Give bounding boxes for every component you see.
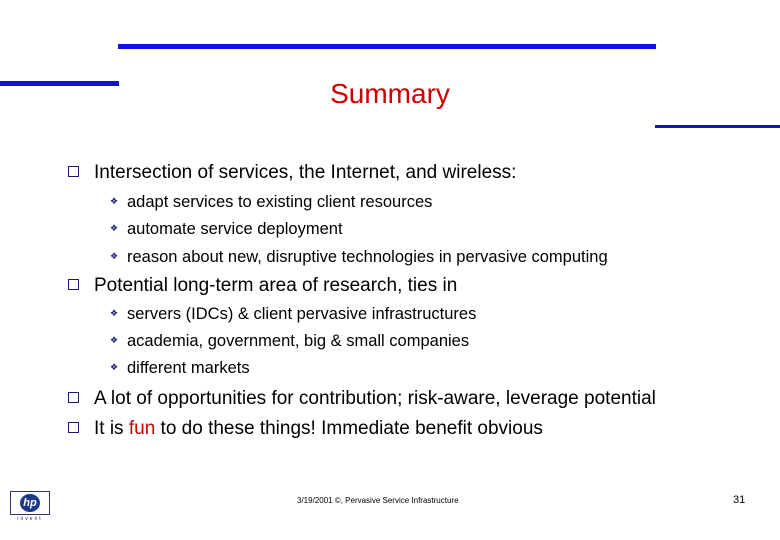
logo-tagline: invent: [17, 516, 43, 522]
subbullet-text: automate service deployment: [127, 220, 343, 238]
page-number: 31: [733, 494, 746, 506]
diamond-bullet-icon: ❖: [110, 223, 119, 233]
logo-frame: [10, 491, 50, 515]
footer-text: 3/19/2001 ©, Pervasive Service Infrastructure: [297, 496, 459, 505]
left-divider-rule: [0, 81, 119, 86]
diamond-bullet-icon: ❖: [110, 196, 119, 206]
diamond-bullet-icon: ❖: [110, 335, 119, 345]
bullet-text: Intersection of services, the Internet, and wireless:: [94, 162, 517, 183]
right-divider-rule: [655, 125, 780, 128]
subbullet-text: servers (IDCs) & client pervasive infrastructures: [127, 305, 477, 323]
bullet-text-start: It is: [94, 418, 129, 439]
highlighted-word: fun: [128, 418, 156, 439]
subbullet-text: reason about new, disruptive technologies in pervasive computing: [127, 248, 608, 266]
diamond-bullet-icon: ❖: [110, 362, 119, 372]
square-bullet-icon: [68, 392, 79, 403]
subbullet-text: different markets: [127, 359, 250, 377]
bullet-text: Potential long-term area of research, ties in: [94, 275, 458, 296]
diamond-bullet-icon: ❖: [110, 251, 119, 261]
hp-invent-logo: [10, 491, 50, 524]
top-divider-rule: [118, 44, 656, 49]
square-bullet-icon: [68, 279, 79, 290]
square-bullet-icon: [68, 166, 79, 177]
bullet-text-end: to do these things! Immediate benefit obvious: [155, 418, 543, 439]
square-bullet-icon: [68, 422, 79, 433]
subbullet-text: academia, government, big & small companies: [127, 332, 470, 350]
subbullet-text: adapt services to existing client resources: [127, 193, 433, 211]
diamond-bullet-icon: ❖: [110, 308, 119, 318]
bullet-text: [94, 418, 543, 440]
slide-title: Summary: [330, 78, 450, 109]
hp-logo-icon: hp: [20, 494, 40, 512]
bullet-text: A lot of opportunities for contribution; risk-aware, leverage potential: [94, 388, 656, 409]
